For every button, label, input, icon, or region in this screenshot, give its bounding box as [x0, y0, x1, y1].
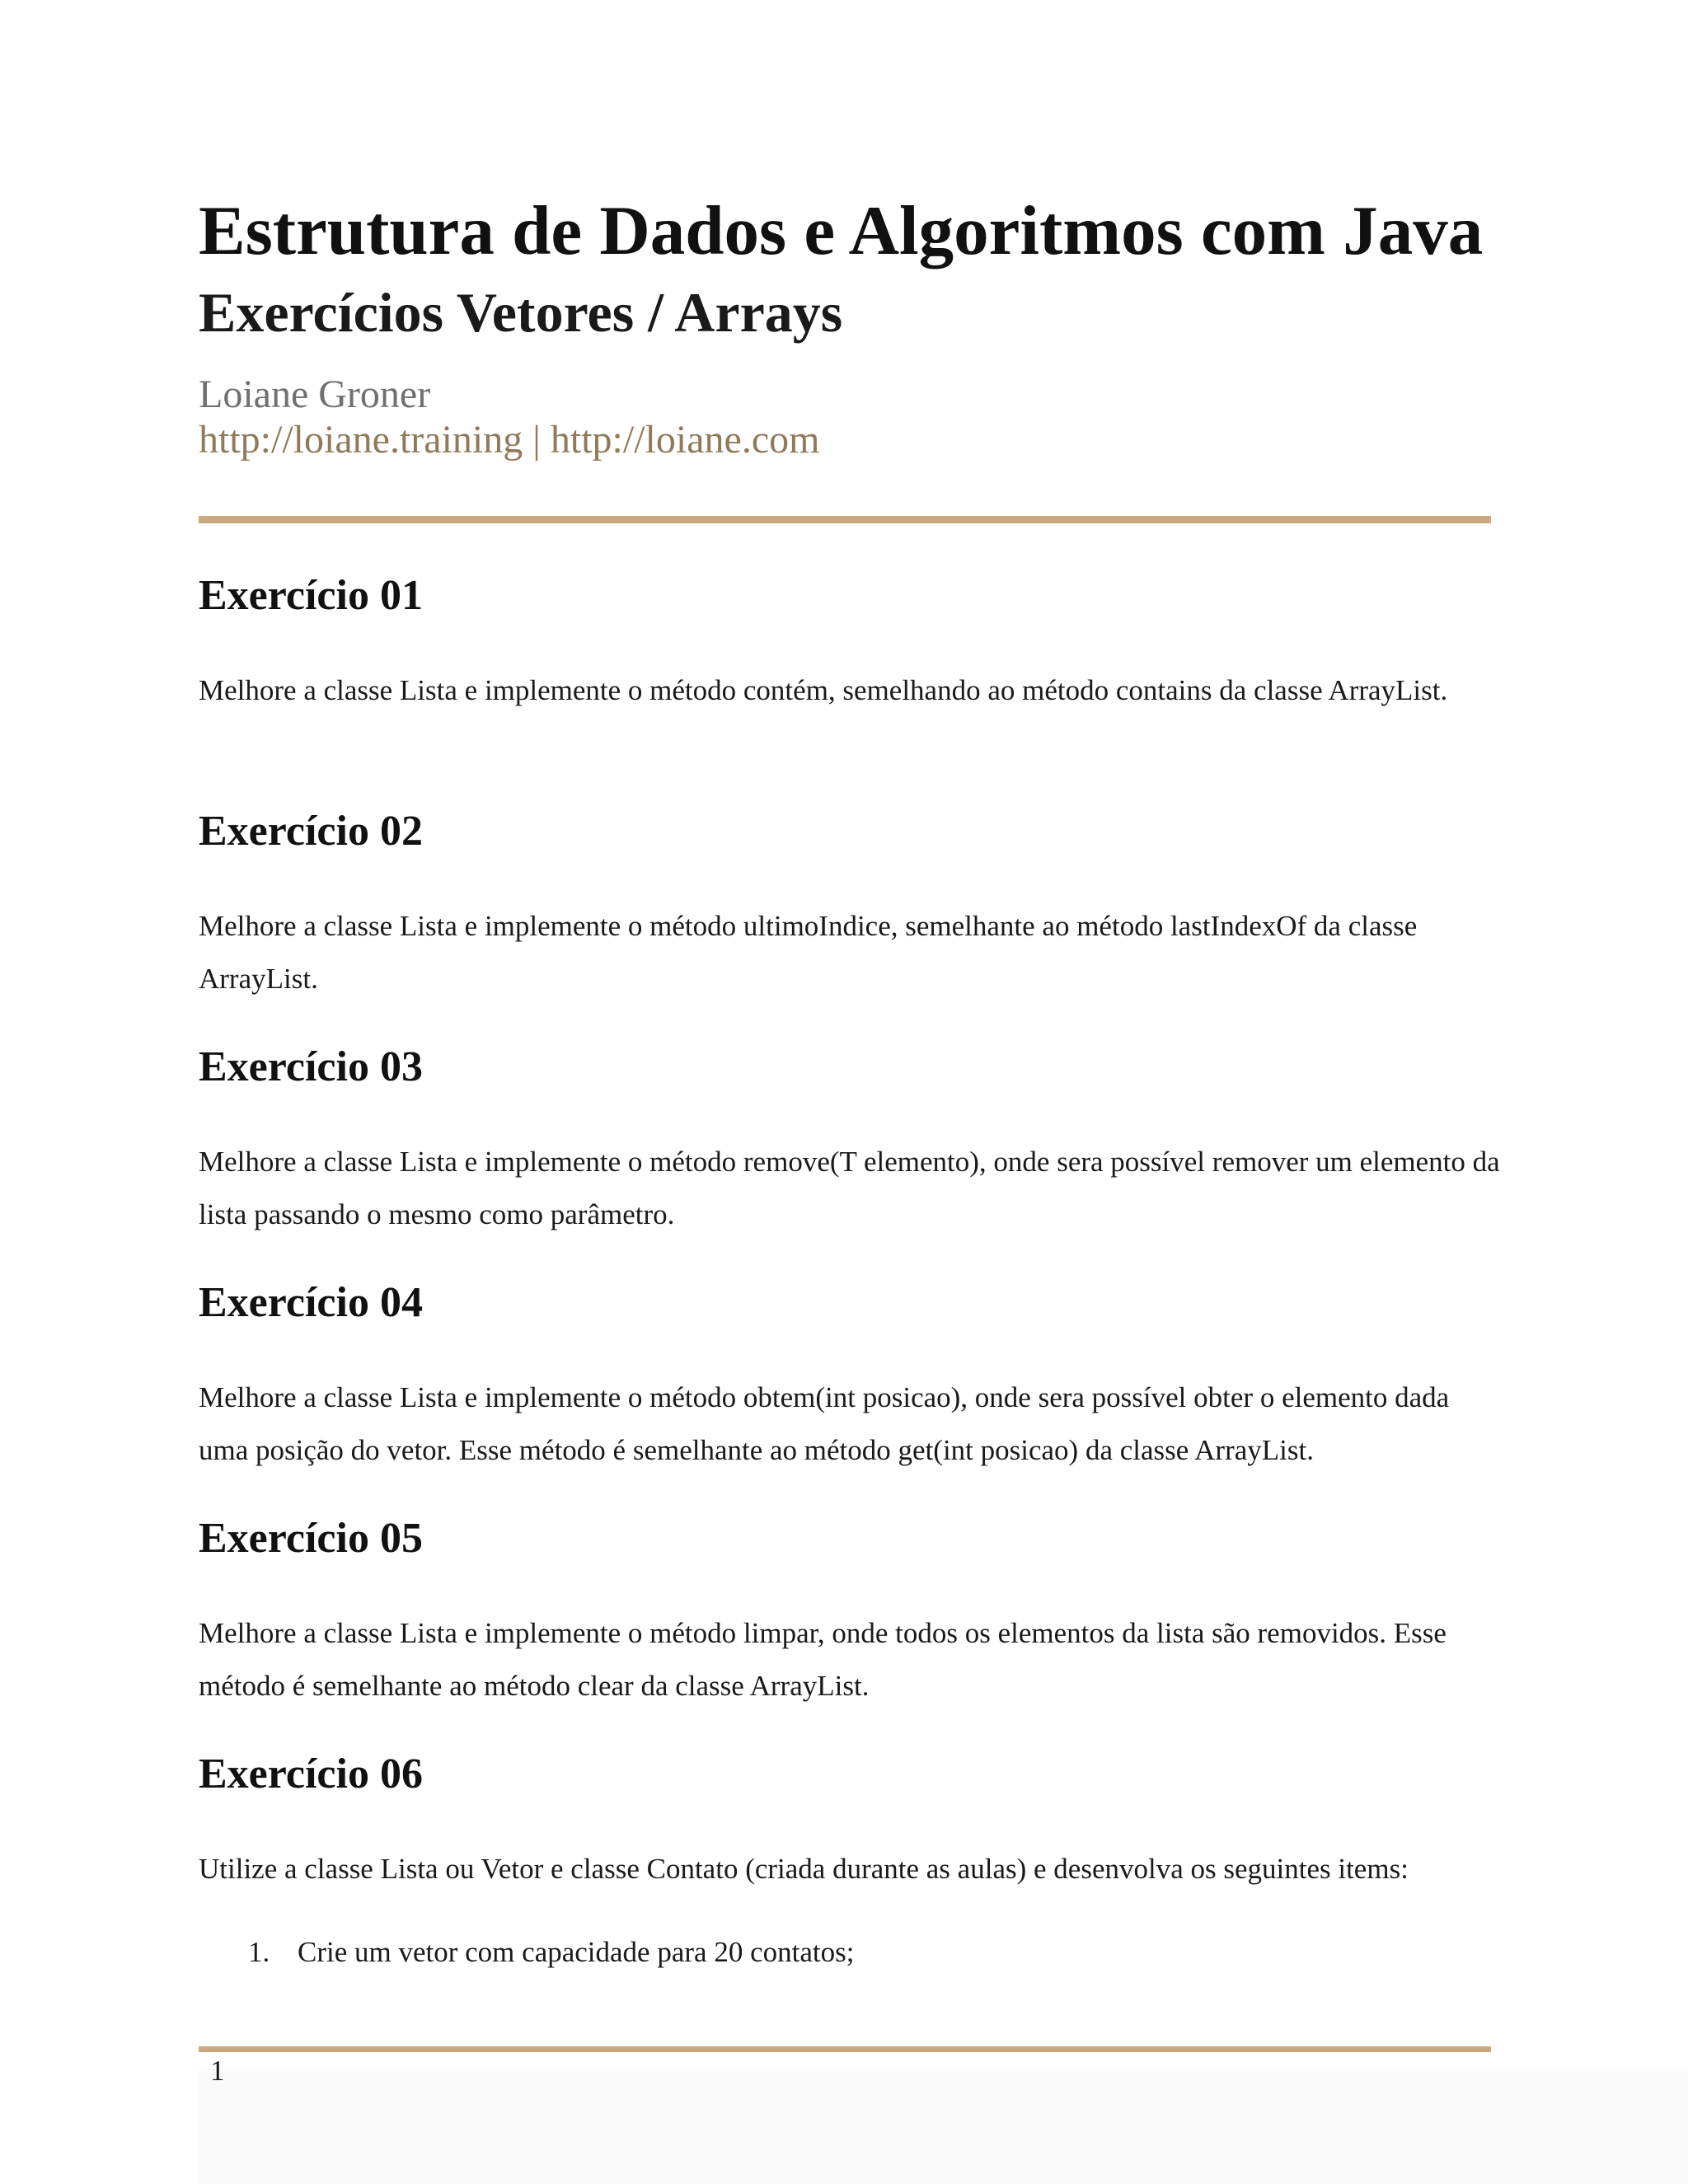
list-item-number: 1. [248, 1936, 270, 1968]
section-heading-exercicio-06: Exercício 06 [199, 1750, 423, 1797]
document-title: Estrutura de Dados e Algoritmos com Java [199, 192, 1484, 269]
page-footer-shade [199, 2069, 1688, 2184]
list-item [248, 1938, 854, 1966]
page-number: 1 [210, 2055, 225, 2087]
author-name: Loiane Groner [199, 373, 431, 416]
section-heading-exercicio-05: Exercício 05 [199, 1515, 423, 1562]
section-body-exercicio-01: Melhore a classe Lista e implemente o método contém, semelhando ao método contains da classe ArrayList. [199, 674, 1448, 706]
section-heading-exercicio-04: Exercício 04 [199, 1279, 423, 1326]
author-links: http://loiane.training | http://loiane.com [199, 418, 820, 462]
list-item-text: Crie um vetor com capacidade para 20 contatos; [298, 1936, 855, 1968]
section-body-exercicio-02: Melhore a classe Lista e implemente o método ultimoIndice, semelhante ao método lastIndexOf da classe ArrayList. [199, 910, 1418, 995]
document-subtitle: Exercícios Vetores / Arrays [199, 281, 843, 344]
header-divider [199, 516, 1491, 523]
section-body-exercicio-03: Melhore a classe Lista e implemente o método remove(T elemento), onde sera possível remover um elemento da lista passando o mesmo como parâmetro. [199, 1146, 1500, 1230]
footer-divider [199, 2046, 1491, 2052]
section-heading-exercicio-02: Exercício 02 [199, 808, 423, 855]
section-body-exercicio-05: Melhore a classe Lista e implemente o método limpar, onde todos os elementos da lista são removidos. Esse método é semelhante ao método clear da classe ArrayList. [199, 1617, 1447, 1702]
section-heading-exercicio-03: Exercício 03 [199, 1043, 423, 1090]
section-body-exercicio-06: Utilize a classe Lista ou Vetor e classe Contato (criada durante as aulas) e desenvolva os seguintes items: [199, 1853, 1409, 1885]
section-heading-exercicio-01: Exercício 01 [199, 572, 423, 619]
section-body-exercicio-04: Melhore a classe Lista e implemente o método obtem(int posicao), onde sera possível obter o elemento dada uma posição do vetor. Esse método é semelhante ao método get(int posicao) da classe ArrayList. [199, 1381, 1450, 1466]
